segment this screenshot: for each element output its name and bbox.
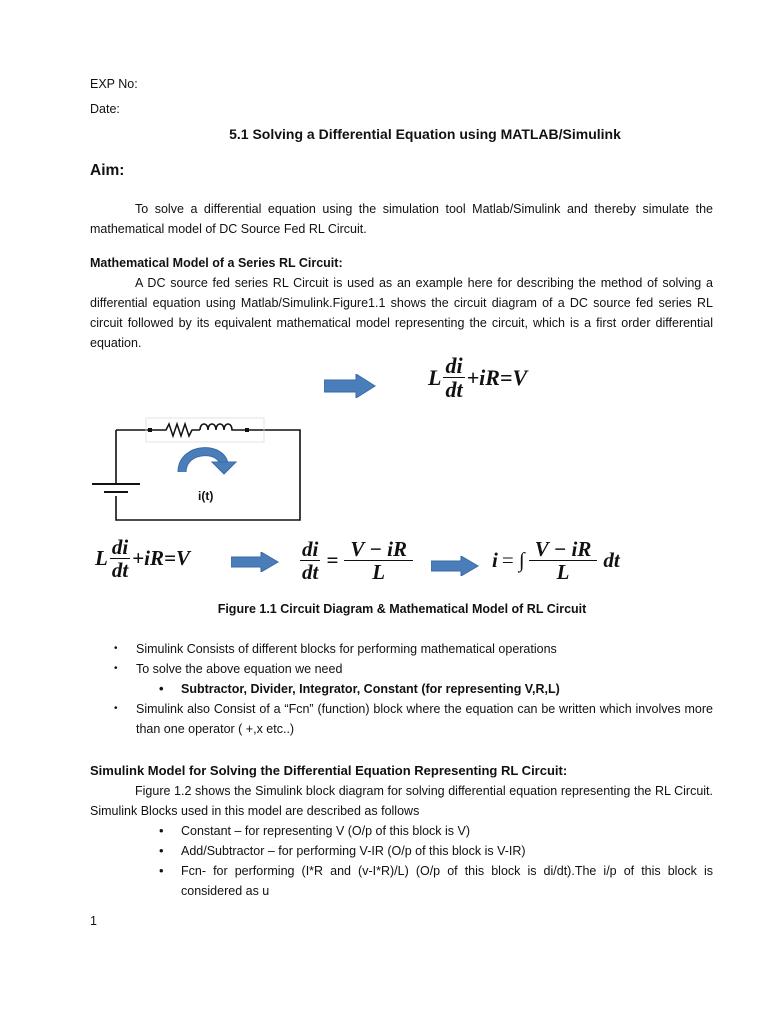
- didt-equation: [300, 538, 413, 583]
- aim-heading: Aim:: [90, 162, 125, 179]
- rl-circuit-diagram: [88, 414, 308, 524]
- bullet-icon: •: [159, 823, 164, 838]
- eq2-di: di: [111, 535, 129, 559]
- date-label: Date:: [90, 102, 120, 116]
- eq4-dt: dt: [603, 548, 620, 573]
- eq3-rhs-fraction: [344, 538, 413, 583]
- bullet-icon: •: [159, 863, 164, 878]
- list-item: [114, 659, 343, 679]
- bullet-icon: •: [159, 843, 164, 858]
- list-item-text: Add/Subtractor – for performing V-IR (O/p of this block is V-IR): [181, 844, 526, 858]
- math-model-text: A DC source fed series RL Circuit is used as an example here for describing the method of solving a differential equation using Matlab/Simulink.Figure1.1 shows the circuit diagram of a DC source fed series RL circuit followed by its equivalent mathematical model representing the circuit, which is a first order differential equation.: [90, 276, 713, 350]
- simulink-heading: Simulink Model for Solving the Differential Equation Representing RL Circuit:: [90, 763, 568, 778]
- list-item: [114, 639, 557, 659]
- list-item-text: To solve the above equation we need: [136, 662, 343, 676]
- eq4-integral: = ∫: [501, 548, 525, 573]
- list-sub-item: [159, 679, 560, 699]
- bullet-icon: •: [114, 703, 118, 714]
- list-item-text: Constant – for representing V (O/p of this block is V): [181, 824, 471, 838]
- figure-caption: Figure 1.1 Circuit Diagram & Mathematical Model of RL Circuit: [217, 602, 587, 616]
- eq3-L: L: [372, 560, 386, 585]
- list-item: [114, 699, 713, 739]
- eq3-di: di: [302, 537, 319, 561]
- list-item: [159, 821, 471, 841]
- eq-di: di: [445, 353, 463, 378]
- eq3-di-dt-fraction: [300, 538, 320, 583]
- eq4-V-minus-iR: V − iR: [529, 538, 598, 561]
- eq3-V-minus-iR: V − iR: [344, 538, 413, 561]
- rl-equation-bottom: [95, 536, 190, 581]
- aim-text: To solve a differential equation using the simulation tool Matlab/Simulink and thereby simulate the mathematical model of DC Source Fed RL Circuit.: [90, 202, 713, 236]
- eq3-equals: =: [326, 548, 339, 573]
- eq-plus-iR: +iR: [466, 364, 500, 390]
- eq-equals-V: =V: [499, 364, 528, 390]
- list-item: [159, 841, 526, 861]
- eq-dt: dt: [445, 377, 463, 403]
- current-label: i(t): [198, 489, 214, 503]
- eq2-L: L: [95, 546, 108, 571]
- bullet-icon: •: [114, 663, 118, 674]
- eq-L: L: [428, 364, 442, 390]
- eq4-i: i: [492, 548, 498, 573]
- page-number: 1: [90, 914, 97, 928]
- list-item-text: Subtractor, Divider, Integrator, Constant (for representing V,R,L): [181, 682, 560, 696]
- list-item-text: Simulink also Consist of a “Fcn” (function) block where the equation can be written which involves more than one operator ( +,x etc..): [136, 702, 713, 736]
- right-arrow-icon: [231, 552, 279, 572]
- exp-no-label: EXP No:: [90, 77, 138, 91]
- eq4-fraction: [529, 538, 598, 583]
- right-arrow-icon: [431, 556, 479, 576]
- eq3-dt: dt: [302, 560, 319, 585]
- right-arrow-icon: [324, 374, 376, 398]
- page-title: 5.1 Solving a Differential Equation using MATLAB/Simulink: [229, 126, 621, 142]
- eq2-equals-V: =V: [163, 546, 190, 571]
- eq2-di-dt-fraction: [110, 536, 130, 581]
- list-item-text: Fcn- for performing (I*R and (v-I*R)/L) (O/p of this block is di/dt).The i/p of this block is considered as u: [181, 864, 713, 898]
- eq-di-dt-fraction: [443, 354, 464, 401]
- list-item-text: Simulink Consists of different blocks for performing mathematical operations: [136, 642, 557, 656]
- bullet-icon: •: [114, 643, 118, 654]
- math-model-heading: Mathematical Model of a Series RL Circuit:: [90, 256, 343, 270]
- bullet-icon: •: [159, 681, 164, 696]
- eq4-L: L: [556, 560, 570, 585]
- eq2-plus-iR: +iR: [132, 546, 164, 571]
- integral-equation: [492, 538, 620, 583]
- eq2-dt: dt: [111, 558, 129, 583]
- list-item: [159, 861, 713, 901]
- simulink-text: Figure 1.2 shows the Simulink block diagram for solving differential equation representing the RL Circuit. Simulink Blocks used in this model are described as follows: [90, 784, 713, 818]
- rl-equation-top: [428, 354, 527, 401]
